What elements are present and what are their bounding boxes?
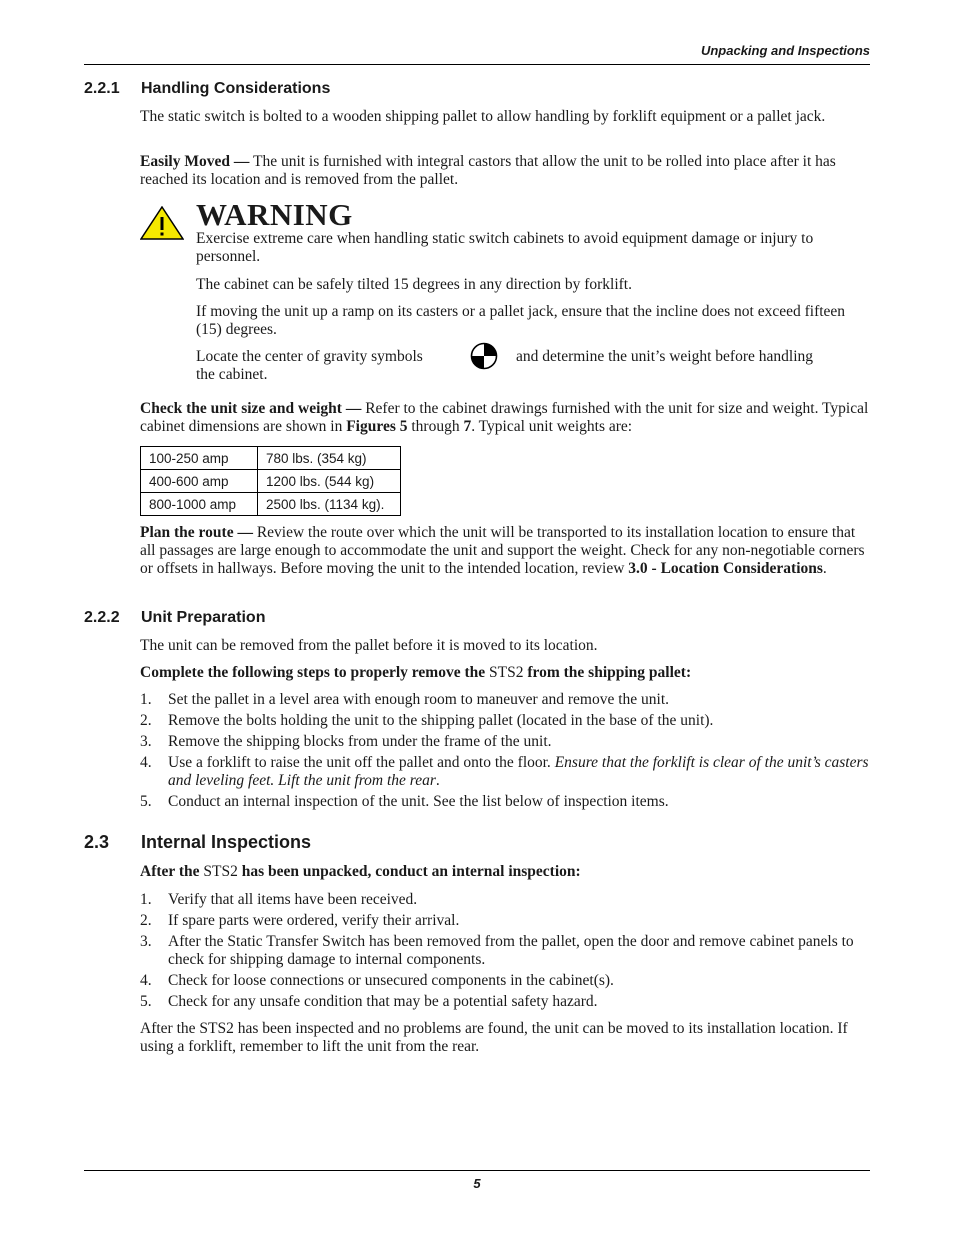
inspection-closing-paragraph: After the STS2 has been inspected and no problems are found, the unit can be moved to its installation location. If using a forklift, remember to lift the unit from the rear.	[140, 1020, 848, 1055]
gravity-text-b: and determine the unit’s weight before handling	[516, 348, 813, 365]
unit-prep-paragraph: The unit can be removed from the pallet before it is moved to its location.	[140, 637, 598, 654]
table-row	[141, 470, 401, 493]
unit-prep-lead-a: Complete the following steps to properly remove the	[140, 664, 486, 681]
step-text: Conduct an internal inspection of the unit. See the list below of inspection items.	[168, 793, 669, 810]
check-lead: Check the unit size and weight —	[140, 400, 362, 417]
route-text-2: .	[822, 560, 827, 577]
section-heading-2-3	[84, 832, 311, 853]
route-text-1: Review the route over which the unit will be transported to its installation location to ensure that all passages are large enough to accommodate the unit and support the weight. Check for any non-negotiable corners or offsets in hallways. Before moving the unit to the intended location, review	[140, 524, 865, 577]
unit-weights-table	[140, 446, 401, 516]
easily-moved-text: The unit is furnished with integral castors that allow the unit to be rolled into place after it has reached its location and is removed from the pallet.	[140, 153, 836, 188]
route-lead: Plan the route —	[140, 524, 253, 541]
table-cell-rating: 400-600 amp	[141, 470, 258, 493]
table-cell-rating: 100-250 amp	[141, 447, 258, 470]
list-item	[140, 972, 870, 990]
step-number: 1.	[140, 891, 152, 908]
easily-moved-paragraph	[140, 153, 870, 189]
step-text: After the Static Transfer Switch has been removed from the pallet, open the door and remove cabinet panels to check for shipping damage to internal components.	[168, 933, 854, 968]
model-name: STS2	[485, 664, 528, 681]
step-text: Remove the bolts holding the unit to the shipping pallet (located in the base of the unit).	[168, 712, 714, 729]
table-row	[141, 447, 401, 470]
gravity-text-a: Locate the center of gravity symbols	[196, 348, 423, 365]
list-item	[140, 993, 870, 1011]
step-number: 4.	[140, 972, 152, 989]
unit-prep-lead-b: from the shipping pallet:	[527, 664, 692, 681]
list-item	[140, 793, 870, 811]
center-of-gravity-icon	[470, 342, 498, 370]
section-heading-2-2-1	[84, 80, 330, 98]
unit-prep-steps	[140, 691, 870, 814]
section-title: Unit Preparation	[141, 609, 266, 626]
step-number: 2.	[140, 712, 152, 729]
section-number: 2.2.2	[84, 609, 120, 626]
warning-triangle-icon	[140, 206, 184, 240]
list-item	[140, 933, 870, 969]
warning-title: WARNING	[196, 197, 353, 232]
step-number: 3.	[140, 733, 152, 750]
section-number: 2.2.1	[84, 80, 120, 97]
list-item	[140, 691, 870, 709]
table-cell-weight: 1200 lbs. (544 kg)	[258, 470, 401, 493]
unit-prep-lead	[140, 664, 870, 682]
table-row	[141, 493, 401, 516]
warning-paragraph-2: The cabinet can be safely tilted 15 degrees in any direction by forklift.	[196, 276, 632, 293]
figure-ref-a: Figures 5	[346, 418, 408, 435]
list-item	[140, 912, 870, 930]
step-text: Set the pallet in a level area with enough room to maneuver and remove the unit.	[168, 691, 670, 708]
inspection-lead-b: has been unpacked, conduct an internal inspection:	[241, 863, 581, 880]
step-number: 2.	[140, 912, 152, 929]
table-cell-rating: 800-1000 amp	[141, 493, 258, 516]
warning-paragraph-4	[196, 348, 870, 366]
step-text: If spare parts were ordered, verify their arrival.	[168, 912, 460, 929]
section-heading-2-2-2	[84, 609, 265, 627]
step-tail: .	[435, 772, 440, 789]
section-number: 2.3	[84, 832, 110, 852]
model-name: STS2	[199, 863, 242, 880]
warning-paragraph-4-cont: the cabinet.	[196, 366, 268, 383]
inspection-lead-a: After the	[140, 863, 200, 880]
step-number: 4.	[140, 754, 152, 771]
list-item	[140, 891, 870, 909]
table-cell-weight: 780 lbs. (354 kg)	[258, 447, 401, 470]
footer-divider	[84, 1170, 870, 1171]
section-title: Internal Inspections	[141, 832, 312, 852]
step-caution: Ensure that the forklift is clear of the unit’s casters and leveling feet. Lift the unit from the rear	[168, 754, 869, 789]
step-text: Check for loose connections or unsecured components in the cabinet(s).	[168, 972, 614, 989]
step-number: 3.	[140, 933, 152, 950]
list-item	[140, 712, 870, 730]
step-text: Use a forklift to raise the unit off the pallet and onto the floor.	[168, 754, 555, 771]
table-cell-weight: 2500 lbs. (1134 kg).	[258, 493, 401, 516]
step-text: Check for any unsafe condition that may be a potential safety hazard.	[168, 993, 598, 1010]
header-divider	[84, 64, 870, 65]
easily-moved-lead: Easily Moved —	[140, 153, 250, 170]
step-text: Verify that all items have been received.	[168, 891, 418, 908]
check-text-3: . Typical unit weights are:	[471, 418, 633, 435]
list-item	[140, 754, 870, 790]
warning-paragraph-1: Exercise extreme care when handling static switch cabinets to avoid equipment damage or injury to personnel.	[196, 230, 814, 265]
section-title: Handling Considerations	[141, 80, 331, 97]
plan-route-paragraph	[140, 524, 870, 578]
step-number: 5.	[140, 993, 152, 1010]
handling-paragraph: The static switch is bolted to a wooden shipping pallet to allow handling by forklift equipment or a pallet jack.	[140, 108, 826, 125]
route-reference: 3.0 - Location Considerations	[628, 560, 823, 577]
list-item	[140, 733, 870, 751]
running-header: Unpacking and Inspections	[700, 43, 870, 58]
check-size-weight-paragraph	[140, 400, 870, 436]
figure-ref-b: 7	[463, 418, 472, 435]
page-number: 5	[473, 1176, 481, 1191]
step-number: 1.	[140, 691, 152, 708]
check-text-2: through	[407, 418, 464, 435]
inspection-lead	[140, 863, 870, 881]
inspection-steps	[140, 891, 870, 1014]
check-text-1: Refer to the cabinet drawings furnished with the unit for size and weight. Typical cabinet dimensions are shown in	[140, 400, 869, 435]
warning-paragraph-3: If moving the unit up a ramp on its casters or a pallet jack, ensure that the incline does not exceed fifteen (15) degrees.	[196, 303, 846, 338]
step-number: 5.	[140, 793, 152, 810]
step-text: Remove the shipping blocks from under the frame of the unit.	[168, 733, 552, 750]
